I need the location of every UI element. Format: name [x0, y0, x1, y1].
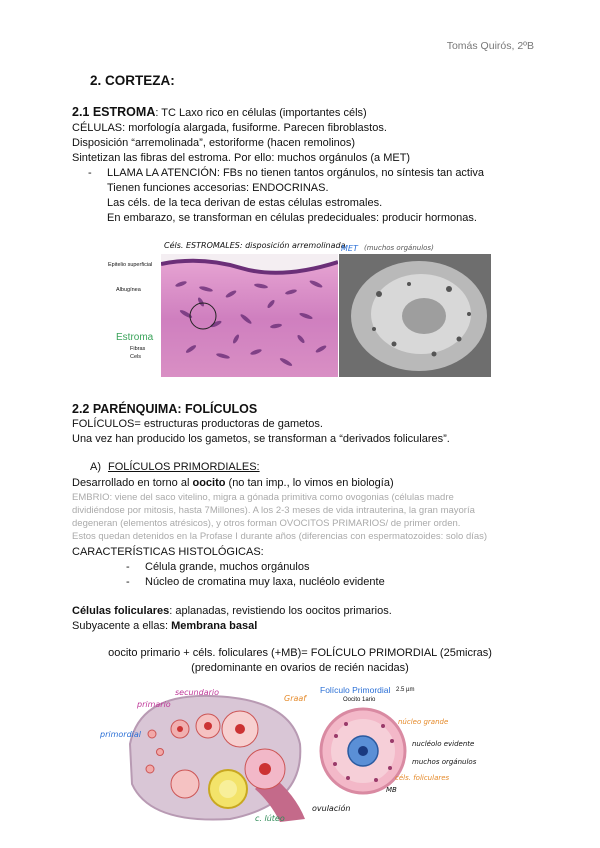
met-micrograph-image	[339, 254, 491, 377]
label-fibras: Fibras	[130, 346, 146, 352]
estroma-bullet-first: LLAMA LA ATENCIÓN: FBs no tienen tantos orgánulos, no síntesis tan activa	[107, 167, 485, 179]
primordiales-heading: FOLÍCULOS PRIMORDIALES:	[108, 461, 260, 473]
estroma-heading-rest: : TC Laxo rico en células (importantes céls)	[155, 107, 367, 119]
subyacente-line	[72, 619, 257, 634]
estroma-bullet-rest-1: Las céls. de la teca derivan de estas células estromales.	[107, 197, 383, 209]
parenquima-heading: 2.2 PARÉNQUIMA: FOLÍCULOS	[72, 402, 258, 416]
formula-line-2: (predominante en ovarios de recién nacidas)	[191, 662, 409, 674]
estroma-line-1: Disposición “arremolinada”, estoriforme (hacen remolinos)	[72, 137, 356, 149]
figure-estroma	[108, 238, 493, 380]
header-author: Tomás Quirós, 2ºB	[446, 40, 534, 52]
caract-dash-1: -	[126, 576, 130, 588]
label-nucleolo: nucléolo evidente	[412, 740, 475, 748]
label-estroma: Estroma	[116, 332, 154, 343]
primordial-size: 2.5 µm	[396, 687, 415, 693]
he-histology-image	[161, 254, 338, 377]
label-nucleo: núcleo grande	[398, 718, 449, 726]
embrio-line-0: EMBRIO: viene del saco vitelino, migra a gónada primitiva como ovogonias (células madre	[72, 492, 454, 503]
label-foliculares: céls. foliculares	[395, 774, 450, 782]
label-cels-estromales: Céls. ESTROMALES: disposición arremolinada	[164, 241, 346, 250]
label-organulos: muchos orgánulos	[412, 758, 477, 766]
label-cels: Cels	[130, 354, 142, 360]
label-met: MET	[341, 244, 358, 253]
formula-line-1: oocito primario + céls. foliculares (+MB)= FOLÍCULO PRIMORDIAL (25micras)	[108, 647, 492, 659]
caract-bullet-1: Núcleo de cromatina muy laxa, nucléolo evidente	[145, 576, 385, 588]
label-albuginea: Albugínea	[116, 287, 141, 293]
embrio-line-3: Estos quedan detenidos en la Profase I durante años (diferencias con espermatozoides: solo días)	[72, 531, 488, 542]
intro-pre: Desarrollado en torno al	[72, 477, 193, 489]
subyacente-bold: Membrana basal	[171, 620, 258, 632]
label-mb: MB	[386, 786, 397, 794]
caract-dash-0: -	[126, 561, 130, 573]
estroma-line-0: CÉLULAS: morfología alargada, fusiforme. Parecen fibroblastos.	[72, 122, 387, 134]
intro-bold: oocito	[192, 477, 226, 489]
estroma-bullet-rest-0: Tienen funciones accesorias: ENDOCRINAS.	[107, 182, 329, 194]
parenquima-line-0: FOLÍCULOS= estructuras productoras de gametos.	[72, 418, 323, 430]
parenquima-line-1: Una vez han producido los gametos, se transforman a “derivados foliculares”.	[72, 433, 450, 445]
caracteristicas-heading: CARACTERÍSTICAS HISTOLÓGICAS:	[72, 546, 264, 558]
section-title: 2. CORTEZA:	[90, 73, 175, 88]
label-primordial: primordial	[100, 730, 141, 739]
figure-foliculos	[100, 678, 520, 843]
primordiales-intro	[72, 476, 394, 491]
label-ovulacion: ovulación	[312, 804, 351, 813]
estroma-line-2: Sintetizan las fibras del estroma. Por ello: muchos orgánulos (a MET)	[72, 152, 411, 164]
foliculares-line	[72, 604, 392, 619]
estroma-heading-line	[72, 105, 367, 121]
primordial-follicle-diagram	[318, 706, 408, 796]
label-cluteo: c. lúteo	[255, 814, 285, 823]
estroma-bullet-dash: -	[88, 167, 92, 179]
label-graaf: Graaf	[284, 694, 307, 703]
foliculares-rest: : aplanadas, revistiendo los oocitos primarios.	[169, 605, 392, 617]
embrio-line-2: degeneran (elementos atrésicos), y otros forman OVOCITOS PRIMARIOS/ de primer orden.	[72, 518, 461, 529]
primordial-oocito: Oocito 1ario	[343, 697, 376, 703]
primordial-title: Folículo Primordial	[320, 685, 391, 695]
label-secundario: secundario	[175, 688, 220, 697]
subyacente-pre: Subyacente a ellas:	[72, 620, 172, 632]
caract-bullet-0: Célula grande, muchos orgánulos	[145, 561, 310, 573]
embrio-line-1: dividiéndose por mitosis, hasta 7Millones). A los 2-3 meses de vida intrauterina, la gran mayoría	[72, 505, 475, 516]
label-epitelio: Epitelio superficial	[108, 262, 153, 268]
intro-post: (no tan imp., lo vimos en biología)	[225, 477, 394, 489]
estroma-heading: 2.1 ESTROMA	[72, 105, 156, 119]
label-met-note: (muchos orgánulos)	[364, 244, 434, 252]
primordiales-label: A)	[90, 461, 101, 473]
estroma-bullet-rest-2: En embarazo, se transforman en células predeciduales: producir hormonas.	[107, 212, 477, 224]
foliculares-bold: Células foliculares	[72, 605, 170, 617]
label-primario: primario	[137, 700, 171, 709]
